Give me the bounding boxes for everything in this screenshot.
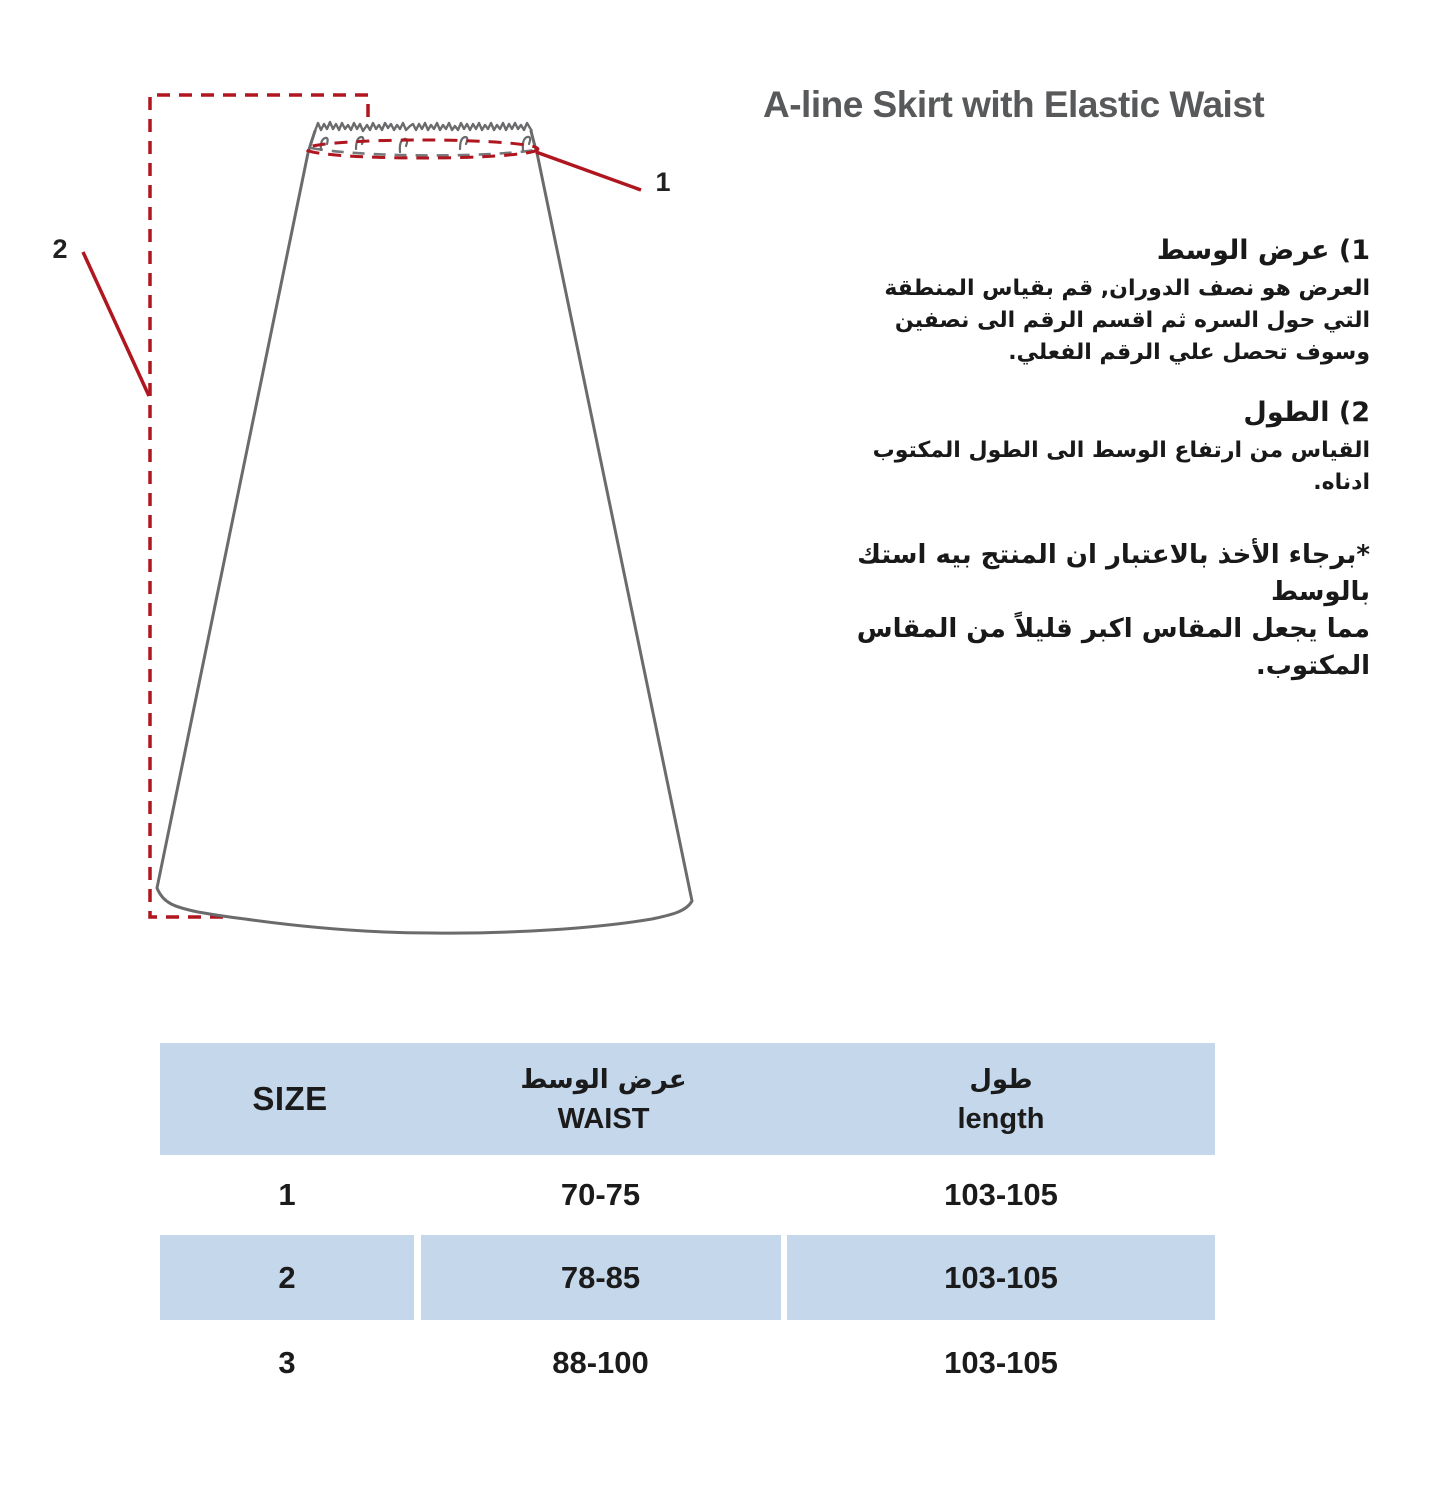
column-header-length-arabic: طول bbox=[969, 1065, 1033, 1095]
section-length bbox=[850, 395, 1370, 499]
size-table-header bbox=[160, 1043, 1215, 1155]
length-cell: 103-105 bbox=[787, 1235, 1215, 1320]
section-waist-width bbox=[850, 233, 1370, 369]
size-cell: 2 bbox=[160, 1235, 414, 1320]
table-row-size-3 bbox=[160, 1320, 1215, 1405]
size-cell: 3 bbox=[278, 1344, 296, 1380]
section-2-heading: 2) الطول bbox=[1243, 397, 1370, 428]
section-2-line: القياس من ارتفاع الوسط الى الطول المكتوب ادناه. bbox=[872, 438, 1370, 495]
waist-cell: 78-85 bbox=[421, 1235, 781, 1320]
length-cell: 103-105 bbox=[944, 1344, 1058, 1380]
skirt-outline bbox=[157, 131, 692, 933]
waist-cell: 88-100 bbox=[552, 1344, 649, 1380]
table-row-size-2 bbox=[160, 1235, 1215, 1320]
pointer-line-2 bbox=[83, 252, 149, 396]
note-line: *برجاء الأخذ بالاعتبار ان المنتج بيه استك بالوسط bbox=[857, 540, 1370, 607]
size-cell: 1 bbox=[278, 1177, 296, 1212]
diagram-label-1: 1 bbox=[655, 167, 671, 197]
diagram-label-2: 2 bbox=[52, 234, 68, 264]
waist-cell: 70-75 bbox=[560, 1177, 641, 1212]
note-line: مما يجعل المقاس اكبر قليلاً من المقاس المكتوب. bbox=[856, 614, 1370, 681]
column-header-length bbox=[787, 1060, 1215, 1138]
table-row-size-1 bbox=[160, 1155, 1215, 1235]
length-cell: 103-105 bbox=[944, 1177, 1058, 1212]
waistband-zigzag bbox=[315, 122, 532, 131]
pointer-line-1 bbox=[536, 152, 641, 190]
column-header-waist-arabic: عرض الوسط bbox=[520, 1065, 687, 1095]
instructions bbox=[850, 233, 1370, 685]
page-title: A-line Skirt with Elastic Waist bbox=[763, 84, 1265, 125]
measurement-box-dashed bbox=[150, 95, 368, 917]
section-1-heading: 1) عرض الوسط bbox=[1156, 235, 1370, 266]
column-header-waist bbox=[420, 1060, 787, 1138]
size-table bbox=[160, 1043, 1215, 1405]
column-header-length-english: length bbox=[957, 1103, 1045, 1135]
section-1-line: وسوف تحصل علي الرقم الفعلي. bbox=[1008, 340, 1370, 365]
elastic-waist-note bbox=[850, 537, 1370, 685]
waistband-seam-dashed bbox=[311, 148, 536, 155]
section-1-line: التي حول السره ثم اقسم الرقم الى نصفين bbox=[894, 308, 1370, 333]
skirt-diagram bbox=[0, 0, 760, 990]
section-1-line: العرض هو نصف الدوران, قم بقياس المنطقة bbox=[884, 276, 1370, 301]
column-header-size: SIZE bbox=[252, 1080, 328, 1117]
column-header-waist-english: WAIST bbox=[557, 1103, 650, 1135]
